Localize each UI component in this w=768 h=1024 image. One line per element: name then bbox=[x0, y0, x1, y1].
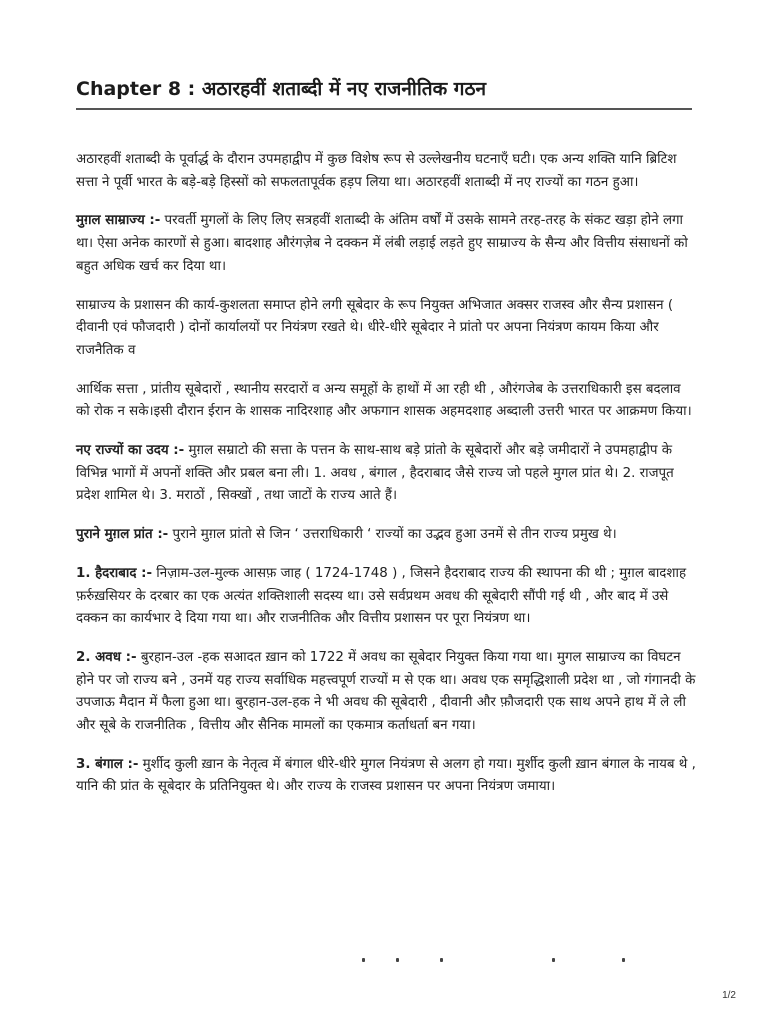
paragraph-heading: 3. बंगाल :- bbox=[76, 756, 139, 772]
paragraph-awadh bbox=[76, 647, 698, 738]
paragraph-text: आर्थिक सत्ता , प्रांतीय सूबेदारों , स्थानीय सरदारों व अन्य समूहों के हाथों में आ रही थी , औरंगजेब के उत्तराधिकारी इस बदलाव को रोक न सके।इसी दौरान ईरान के शासक नादिरशाह और अफगान शासक अहमदशाह अब्दाली उत्तरी भारत पर आक्रमण किया। bbox=[76, 381, 692, 420]
paragraph-hyderabad bbox=[76, 563, 698, 631]
page-number: 1/2 bbox=[722, 990, 736, 1001]
paragraph-text: पुराने मुग़ल प्रांतो से जिन ‘ उत्तराधिकारी ‘ राज्यों का उद्भव हुआ उनमें से तीन राज्य प्रमुख थे। bbox=[168, 527, 617, 543]
paragraph-bengal bbox=[76, 754, 698, 799]
paragraph-text: मुग़ल सम्राटो की सत्ता के पत्तन के साथ-साथ बड़े प्रांतो के सूबेदारों और बड़े जमीदारों ने उपमहाद्वीप के विभिन्न भागों में अपनों शक्ति और प्रबल बना ली। 1. अवध , बंगाल , हैदराबाद जैसे राज्य जो पहले मुगल प्रांत थे। 2. राजपूत प्रदेश शामिल थे। 3. मराठों , सिक्खों , तथा जाटों के राज्य आते हैं। bbox=[76, 443, 674, 504]
paragraph-heading: नए राज्यों का उदय :- bbox=[76, 443, 185, 459]
paragraph-intro bbox=[76, 149, 698, 194]
cut-off-text-line bbox=[352, 958, 632, 968]
paragraph-text: परवर्ती मुगलों के लिए लिए सत्रहवीं शताब्दी के अंतिम वर्षों में उसके सामने तरह-तरह के संकट खड़ा होने लगा था। ऐसा अनेक कारणों से हुआ। बादशाह औरंगज़ेब ने दक्कन में लंबी लड़ाई लड़ते हुए साम्राज्य के सैन्य और वित्तीय संसाधनों को बहुत अधिक खर्च कर दिया था। bbox=[76, 213, 688, 274]
paragraph-heading: 1. हैदराबाद :- bbox=[76, 565, 153, 581]
paragraph-text: अठारहवीं शताब्दी के पूर्वार्द्ध के दौरान उपमहाद्वीप में कुछ विशेष रूप से उल्लेखनीय घटनाएँ घटी। एक अन्य शक्ति यानि ब्रिटिश सत्ता ने पूर्वी भारत के बड़े-बड़े हिस्सों को सफलतापूर्वक हड़प लिया था। अठारहवीं शताब्दी में नए राज्यों का गठन हुआ। bbox=[76, 152, 677, 190]
paragraph-new-states bbox=[76, 440, 698, 508]
paragraph-mughal-empire bbox=[76, 210, 698, 278]
page-title: Chapter 8 : अठारहवीं शताब्दी में नए राजनीतिक गठन bbox=[76, 78, 487, 100]
paragraph-heading: 2. अवध :- bbox=[76, 649, 137, 665]
body-text bbox=[76, 149, 698, 815]
title-underline bbox=[76, 108, 692, 110]
paragraph-economic-power bbox=[76, 379, 698, 424]
paragraph-old-provinces bbox=[76, 524, 698, 547]
paragraph-text: निज़ाम-उल-मुल्क आसफ़ जाह ( 1724-1748 ) , जिसने हैदराबाद राज्य की स्थापना की थी ; मुग़ल बादशाह फ़र्रुख़सियर के दरबार का एक अत्यंत शक्तिशाली सदस्य था। उसे सर्वप्रथम अवध की सूबेदारी सौंपी गई थी , और बाद में उसे दक्कन का कार्यभार दे दिया गया था। और राजनीतिक और वित्तीय प्रशासन पर पूरा नियंत्रण था। bbox=[76, 565, 687, 627]
paragraph-text: साम्राज्य के प्रशासन की कार्य-कुशलता समाप्त होने लगी सूबेदार के रूप नियुक्त अभिजात अक्सर राजस्व और सैन्य प्रशासन ( दीवानी एवं फौजदारी ) दोनों कार्यालयों पर नियंत्रण रखते थे। धीरे-धीरे सूबेदार ने प्रांतो पर अपना नियंत्रण कायम किया और राजनैतिक व bbox=[76, 297, 674, 358]
paragraph-text: बुरहान-उल -हक सआदत ख़ान को 1722 में अवध का सूबेदार नियुक्त किया गया था। मुगल साम्राज्य का विघटन होने पर जो राज्य बने , उनमें यह राज्य सर्वाधिक महत्त्वपूर्ण राज्यों म से एक था। अवध एक समृद्धिशाली प्रदेश था , जो गंगानदी के उपजाऊ मैदान में फैला हुआ था। बुरहान-उल-हक ने भी अवध की सूबेदारी , दीवानी और फ़ौजदारी एक साथ अपने हाथ में ले ली और सूबे के राजनीतिक , वित्तीय और सैनिक मामलों का एकमात्र कर्ताधर्ता बन गया। bbox=[76, 649, 696, 734]
paragraph-text: मुर्शीद कुली ख़ान के नेतृत्व में बंगाल धीरे-धीरे मुगल नियंत्रण से अलग हो गया। मुर्शीद कुली ख़ान बंगाल के नायब थे , यानि की प्रांत के सूबेदार के प्रतिनियुक्त थे। और राज्य के राजस्व प्रशासन पर अपना नियंत्रण जमाया। bbox=[76, 756, 696, 795]
paragraph-administration bbox=[76, 295, 698, 363]
paragraph-heading: मुग़ल साम्राज्य :- bbox=[76, 213, 161, 229]
paragraph-heading: पुराने मुग़ल प्रांत :- bbox=[76, 527, 169, 543]
